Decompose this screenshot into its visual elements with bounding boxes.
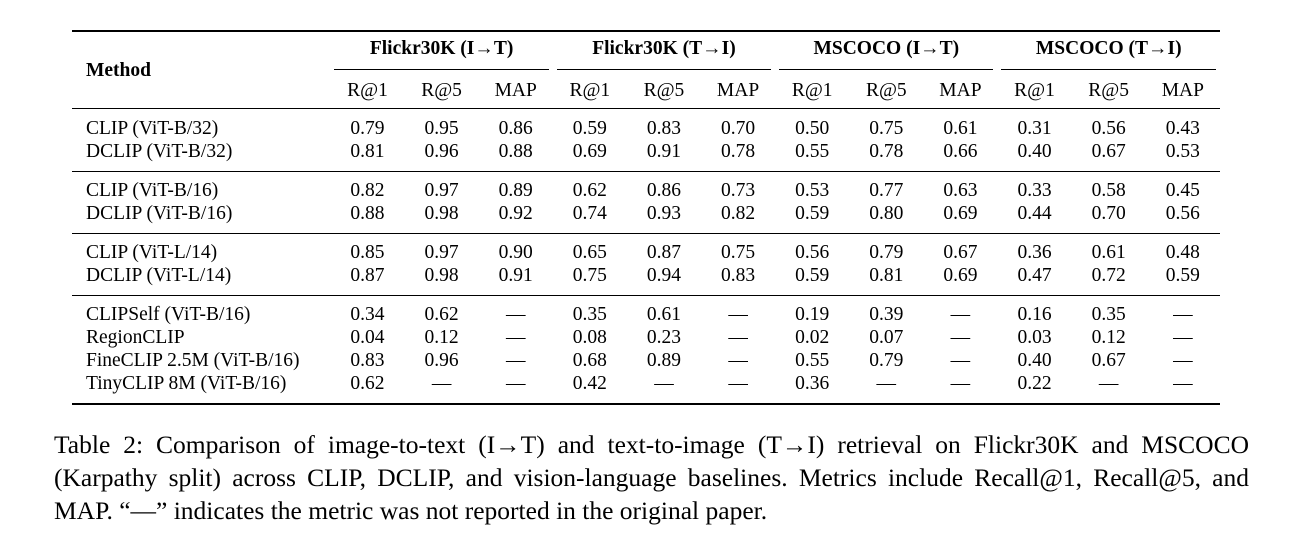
value-cell: 0.83 bbox=[646, 118, 681, 139]
value-cell: 0.04 bbox=[350, 327, 385, 348]
group-header-label: MSCOCO (I→T) bbox=[779, 37, 993, 70]
value-cell: 0.86 bbox=[498, 118, 533, 139]
value-cell: 0.83 bbox=[721, 265, 756, 286]
value-cell: 0.61 bbox=[1072, 234, 1146, 265]
value-cell: 0.83 bbox=[350, 350, 385, 371]
metric-header: R@5 bbox=[849, 72, 923, 109]
table-row bbox=[72, 349, 1220, 372]
value-cell: 0.12 bbox=[1091, 327, 1126, 348]
value-cell: 0.47 bbox=[1017, 265, 1052, 286]
value-cell: — bbox=[505, 327, 526, 348]
value-cell: 0.59 bbox=[572, 118, 607, 139]
value-cell: 0.43 bbox=[1165, 118, 1200, 139]
method-cell: CLIP (ViT-L/14) bbox=[72, 234, 330, 265]
value-cell: — bbox=[728, 327, 748, 348]
value-cell: 0.80 bbox=[869, 203, 904, 224]
value-cell: — bbox=[505, 350, 526, 371]
value-cell: 0.85 bbox=[330, 234, 404, 265]
value-cell: 0.61 bbox=[943, 118, 978, 139]
value-cell: 0.08 bbox=[572, 327, 607, 348]
value-cell: 0.88 bbox=[498, 141, 533, 162]
metric-header: MAP bbox=[479, 72, 553, 109]
value-cell: 0.67 bbox=[1091, 350, 1126, 371]
value-cell: 0.40 bbox=[1017, 141, 1052, 162]
value-cell: 0.82 bbox=[721, 203, 756, 224]
table-row bbox=[72, 109, 1220, 141]
table-caption: Table 2: Comparison of image-to-text (I→T) and text-to-image (T→I) retrieval on Flickr30K and MSCOCO (Karpathy split) across CLIP, DCLIP, and vision-language baselines. Metrics include Recall@1, Recall@5, and MAP. “—” indicates the metric was not reported in the original paper. bbox=[54, 430, 1249, 525]
value-cell: 0.59 bbox=[795, 203, 830, 224]
value-cell: 0.69 bbox=[943, 265, 978, 286]
value-cell: — bbox=[505, 373, 526, 394]
value-cell: 0.95 bbox=[424, 118, 459, 139]
value-cell: 0.89 bbox=[646, 350, 681, 371]
value-cell: 0.16 bbox=[997, 296, 1071, 327]
value-cell: 0.53 bbox=[775, 172, 849, 203]
value-cell: 0.91 bbox=[646, 141, 681, 162]
group-header bbox=[997, 31, 1220, 72]
metric-header: R@5 bbox=[405, 72, 479, 109]
value-cell: 0.93 bbox=[646, 203, 681, 224]
value-cell: 0.23 bbox=[646, 327, 681, 348]
metric-header: R@1 bbox=[553, 72, 627, 109]
value-cell: 0.56 bbox=[775, 234, 849, 265]
metric-header: MAP bbox=[1146, 72, 1220, 109]
table-row bbox=[72, 264, 1220, 296]
method-cell: RegionCLIP bbox=[86, 327, 185, 348]
value-cell: — bbox=[1098, 373, 1119, 394]
value-cell: 0.59 bbox=[795, 265, 830, 286]
value-cell: — bbox=[728, 350, 748, 371]
value-cell: 0.68 bbox=[572, 350, 607, 371]
value-cell: 0.96 bbox=[424, 141, 459, 162]
method-cell: DCLIP (ViT-B/32) bbox=[86, 141, 233, 162]
value-cell: 0.19 bbox=[775, 296, 849, 327]
value-cell: 0.56 bbox=[1165, 203, 1200, 224]
value-cell: 0.67 bbox=[923, 234, 997, 265]
value-cell: 0.44 bbox=[1017, 203, 1052, 224]
value-cell: 0.94 bbox=[646, 265, 681, 286]
value-cell: 0.56 bbox=[1091, 118, 1126, 139]
table-row bbox=[72, 172, 1220, 203]
value-cell: 0.35 bbox=[553, 296, 627, 327]
value-cell: 0.34 bbox=[330, 296, 404, 327]
value-cell: — bbox=[1173, 373, 1193, 394]
value-cell: 0.02 bbox=[795, 327, 830, 348]
value-cell: 0.74 bbox=[572, 203, 607, 224]
value-cell: 0.31 bbox=[1017, 118, 1052, 139]
value-cell: 0.12 bbox=[424, 327, 459, 348]
method-cell: DCLIP (ViT-L/14) bbox=[86, 265, 232, 286]
value-cell: 0.72 bbox=[1091, 265, 1126, 286]
value-cell: 0.77 bbox=[849, 172, 923, 203]
value-cell: 0.65 bbox=[553, 234, 627, 265]
value-cell: 0.96 bbox=[424, 350, 459, 371]
value-cell: — bbox=[479, 296, 553, 327]
value-cell: 0.75 bbox=[869, 118, 904, 139]
value-cell: 0.59 bbox=[1165, 265, 1200, 286]
value-cell: 0.55 bbox=[795, 350, 830, 371]
value-cell: 0.50 bbox=[795, 118, 830, 139]
value-cell: — bbox=[923, 296, 997, 327]
table-row bbox=[72, 202, 1220, 234]
method-cell: CLIP (ViT-B/16) bbox=[72, 172, 330, 203]
table-row bbox=[72, 296, 1220, 327]
value-cell: 0.79 bbox=[849, 234, 923, 265]
metric-header: R@5 bbox=[627, 72, 701, 109]
metric-header: R@1 bbox=[330, 72, 404, 109]
value-cell: 0.78 bbox=[721, 141, 756, 162]
metric-header: MAP bbox=[923, 72, 997, 109]
value-cell: 0.35 bbox=[1072, 296, 1146, 327]
value-cell: 0.75 bbox=[572, 265, 607, 286]
value-cell: — bbox=[950, 373, 971, 394]
group-header-row bbox=[72, 31, 1220, 72]
value-cell: 0.39 bbox=[849, 296, 923, 327]
value-cell: 0.45 bbox=[1146, 172, 1220, 203]
value-cell: 0.70 bbox=[1091, 203, 1126, 224]
metric-header: MAP bbox=[701, 72, 775, 109]
value-cell: 0.61 bbox=[627, 296, 701, 327]
metric-header: R@1 bbox=[775, 72, 849, 109]
metric-header: R@1 bbox=[997, 72, 1071, 109]
method-cell: CLIPSelf (ViT-B/16) bbox=[72, 296, 330, 327]
value-cell: — bbox=[728, 373, 748, 394]
value-cell: 0.07 bbox=[869, 327, 904, 348]
value-cell: 0.62 bbox=[405, 296, 479, 327]
value-cell: 0.58 bbox=[1072, 172, 1146, 203]
table-body bbox=[72, 109, 1220, 405]
value-cell: 0.75 bbox=[701, 234, 775, 265]
group-header-label: Flickr30K (T→I) bbox=[557, 37, 771, 70]
value-cell: 0.69 bbox=[572, 141, 607, 162]
group-header-label: Flickr30K (I→T) bbox=[334, 37, 548, 70]
value-cell: — bbox=[950, 327, 971, 348]
value-cell: 0.90 bbox=[479, 234, 553, 265]
metric-header: R@5 bbox=[1072, 72, 1146, 109]
value-cell: 0.36 bbox=[997, 234, 1071, 265]
value-cell: 0.33 bbox=[997, 172, 1071, 203]
value-cell: 0.79 bbox=[869, 350, 904, 371]
value-cell: 0.67 bbox=[1091, 141, 1126, 162]
value-cell: 0.63 bbox=[923, 172, 997, 203]
value-cell: 0.98 bbox=[424, 265, 459, 286]
table-row bbox=[72, 372, 1220, 404]
group-header bbox=[330, 31, 552, 72]
value-cell: — bbox=[431, 373, 452, 394]
value-cell: 0.42 bbox=[572, 373, 607, 394]
value-cell: 0.91 bbox=[498, 265, 533, 286]
method-cell: TinyCLIP 8M (ViT-B/16) bbox=[86, 373, 287, 394]
value-cell: — bbox=[1173, 350, 1193, 371]
value-cell: 0.89 bbox=[479, 172, 553, 203]
results-table-container bbox=[72, 30, 1220, 405]
value-cell: — bbox=[1173, 327, 1193, 348]
value-cell: 0.79 bbox=[350, 118, 385, 139]
table-row bbox=[72, 234, 1220, 265]
group-header bbox=[775, 31, 997, 72]
value-cell: 0.86 bbox=[627, 172, 701, 203]
method-cell: DCLIP (ViT-B/16) bbox=[86, 203, 233, 224]
value-cell: 0.73 bbox=[701, 172, 775, 203]
value-cell: 0.70 bbox=[721, 118, 756, 139]
value-cell: 0.78 bbox=[869, 141, 904, 162]
group-header-label: MSCOCO (T→I) bbox=[1001, 37, 1216, 70]
method-cell: CLIP (ViT-B/32) bbox=[86, 118, 219, 139]
table-row bbox=[72, 140, 1220, 172]
value-cell: 0.66 bbox=[943, 141, 978, 162]
value-cell: 0.53 bbox=[1165, 141, 1200, 162]
value-cell: 0.55 bbox=[795, 141, 830, 162]
value-cell: 0.62 bbox=[350, 373, 385, 394]
value-cell: — bbox=[1146, 296, 1220, 327]
group-header bbox=[553, 31, 775, 72]
value-cell: 0.62 bbox=[553, 172, 627, 203]
value-cell: 0.81 bbox=[350, 141, 385, 162]
value-cell: 0.22 bbox=[1017, 373, 1052, 394]
results-table bbox=[72, 30, 1220, 405]
value-cell: 0.87 bbox=[627, 234, 701, 265]
value-cell: 0.97 bbox=[405, 172, 479, 203]
value-cell: 0.36 bbox=[795, 373, 830, 394]
value-cell: 0.82 bbox=[330, 172, 404, 203]
table-row bbox=[72, 326, 1220, 349]
value-cell: — bbox=[654, 373, 674, 394]
value-cell: 0.48 bbox=[1146, 234, 1220, 265]
method-cell: FineCLIP 2.5M (ViT-B/16) bbox=[86, 350, 300, 371]
value-cell: 0.81 bbox=[869, 265, 904, 286]
value-cell: — bbox=[701, 296, 775, 327]
method-column-header: Method bbox=[72, 31, 330, 109]
value-cell: 0.03 bbox=[1017, 327, 1052, 348]
value-cell: 0.97 bbox=[405, 234, 479, 265]
value-cell: — bbox=[950, 350, 971, 371]
value-cell: 0.98 bbox=[424, 203, 459, 224]
value-cell: 0.87 bbox=[350, 265, 385, 286]
value-cell: 0.88 bbox=[350, 203, 385, 224]
value-cell: — bbox=[876, 373, 897, 394]
value-cell: 0.69 bbox=[943, 203, 978, 224]
value-cell: 0.40 bbox=[1017, 350, 1052, 371]
value-cell: 0.92 bbox=[498, 203, 533, 224]
